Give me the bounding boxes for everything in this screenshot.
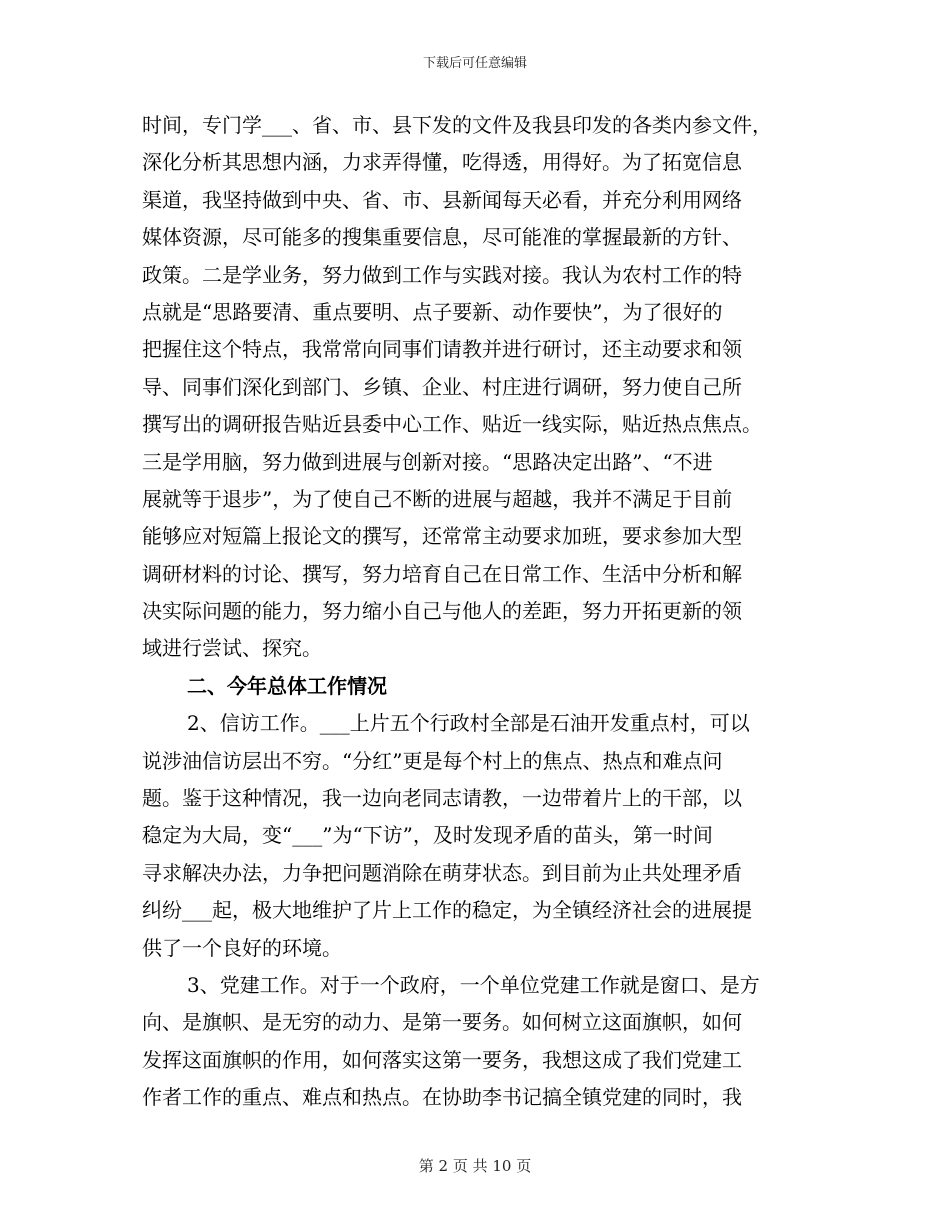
body-line: 撰写出的调研报告贴近县委中心工作、贴近一线实际，贴近热点焦点。 (142, 412, 762, 437)
section-heading: 二、今年总体工作情况 (187, 673, 387, 698)
body-line: 渠道，我坚持做到中央、省、市、县新闻每天必看，并充分利用网络 (142, 187, 742, 212)
body-line: 点就是“思路要清、重点要明、点子要新、动作要快”，为了很好的 (142, 299, 723, 324)
body-line: 域进行尝试、探究。 (142, 636, 322, 661)
page-footer: 第 2 页 共 10 页 (418, 1157, 532, 1175)
body-line: 纠纷___起，极大地维护了片上工作的稳定，为全镇经济社会的进展提 (142, 898, 752, 923)
body-line: 媒体资源，尽可能多的搜集重要信息，尽可能准的掌握最新的方针、 (142, 225, 742, 250)
document-body (142, 107, 822, 1117)
body-line: 时间，专门学___、省、市、县下发的文件及我县印发的各类内参文件， (142, 113, 772, 137)
body-line: 说涉油信访层出不穷。“分红”更是每个村上的焦点、热点和难点问 (142, 748, 723, 773)
page-header: 下载后可任意编辑 (422, 56, 527, 71)
body-line: 题。鉴于这种情况，我一边向老同志请教，一边带着片上的干部，以 (142, 786, 742, 811)
body-line: 展就等于退步”，为了使自己不断的进展与超越，我并不满足于目前 (142, 486, 733, 511)
body-line: 深化分析其思想内涵，力求弄得懂，吃得透，用得好。为了拓宽信息 (142, 150, 742, 175)
body-line: 决实际问题的能力，努力缩小自己与他人的差距，努力开拓更新的领 (142, 599, 742, 624)
body-line: 稳定为大局，变“___”为“下访”，及时发现矛盾的苗头，第一时间 (142, 823, 713, 848)
body-line: 寻求解决办法，力争把问题消除在萌芽状态。到目前为止共处理矛盾 (142, 860, 742, 885)
body-line: 能够应对短篇上报论文的撰写，还常常主动要求加班，要求参加大型 (142, 524, 742, 549)
body-line: 调研材料的讨论、撰写，努力培育自己在日常工作、生活中分析和解 (142, 561, 742, 586)
body-line: 三是学用脑，努力做到进展与创新对接。“思路决定出路”、“不进 (142, 449, 713, 474)
body-line: 作者工作的重点、难点和热点。在协助李书记搞全镇党建的同时，我 (142, 1085, 742, 1110)
body-line: 向、是旗帜、是无穷的动力、是第一要务。如何树立这面旗帜，如何 (142, 1010, 742, 1035)
body-line: 2、信访工作。___上片五个行政村全部是石油开发重点村，可以 (187, 711, 750, 736)
body-line: 发挥这面旗帜的作用，如何落实这第一要务，我想这成了我们党建工 (142, 1047, 742, 1072)
body-line: 把握住这个特点，我常常向同事们请教并进行研讨，还主动要求和领 (142, 337, 742, 362)
body-line: 导、同事们深化到部门、乡镇、企业、村庄进行调研，努力使自己所 (142, 374, 742, 399)
body-line: 3、党建工作。对于一个政府，一个单位党建工作就是窗口、是方 (187, 972, 760, 997)
body-line: 供了一个良好的环境。 (142, 935, 342, 960)
body-line: 政策。二是学业务，努力做到工作与实践对接。我认为农村工作的特 (142, 262, 742, 287)
